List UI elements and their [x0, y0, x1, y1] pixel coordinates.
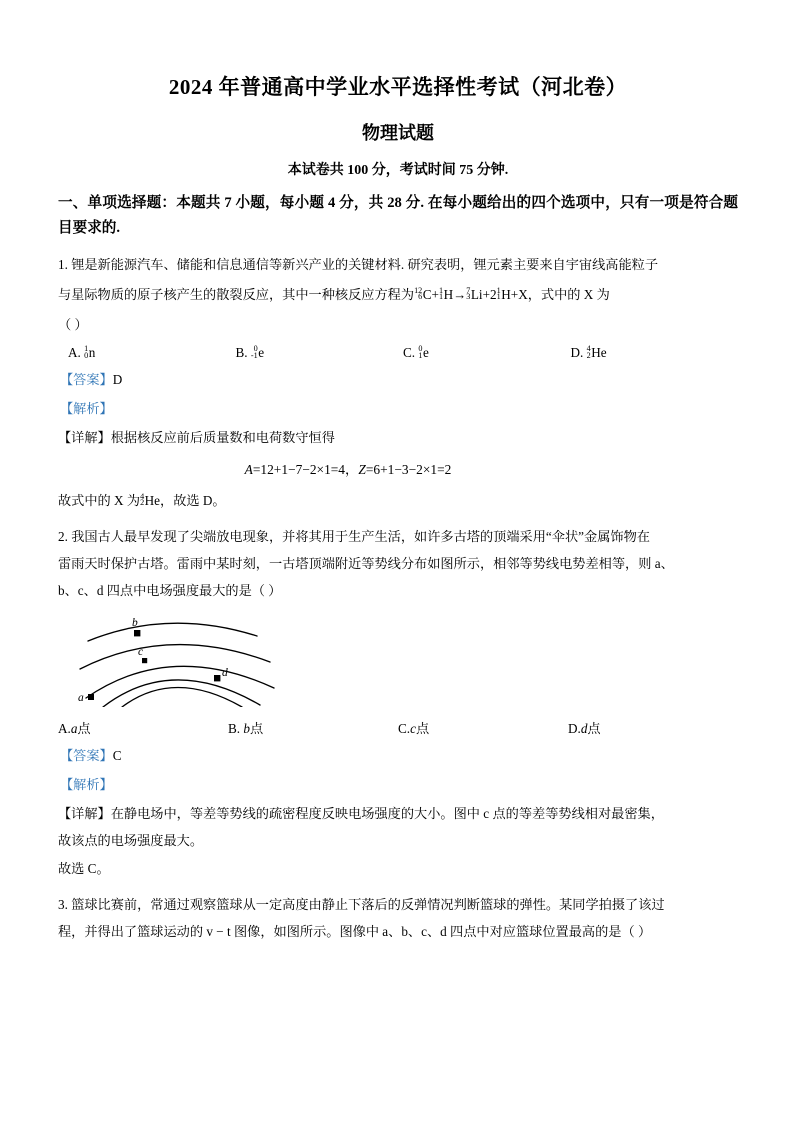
option-label: D. [568, 721, 581, 737]
question-1-option-c[interactable] [403, 340, 571, 366]
nuclide-notation: 1 0 [84, 344, 89, 360]
variable-A: A [244, 462, 253, 478]
question-1-stem-tail: ，式中的 X 为 [527, 286, 610, 302]
equipotential-arc-1 [88, 623, 257, 641]
question-3 [58, 891, 738, 945]
question-1-stem-text: 锂是新能源汽车、储能和信息通信等新兴产业的关键材料. 研究表明，锂元素主要来自宇宙线高能粒子 [71, 257, 659, 273]
formula-Z-expression: =6+1−3−2×1=2 [365, 462, 452, 478]
question-1-option-b[interactable] [236, 340, 404, 366]
question-1-stem-lead: 与星际物质的原子核产生的散裂反应，其中一种核反应方程为 [58, 286, 415, 302]
option-variable: d [580, 721, 588, 737]
question-2-number: 2. [58, 528, 68, 544]
option-label: A. [68, 344, 81, 360]
detail-tag: 【详解】 [58, 429, 111, 445]
question-2-option-a[interactable] [58, 716, 228, 742]
point-label-c: c [138, 646, 144, 659]
question-3-stem-text: 篮球比赛前，常通过观察篮球从一定高度由静止下落后的反弹情况判断篮球的弹性。某同学拍摄了该过 [71, 897, 665, 913]
question-2-stem-text: 我国古人最早发现了尖端放电现象，并将其用于生产生活，如许多古塔的顶端采用“伞状”金属饰物在 [71, 528, 650, 544]
question-3-stem-line-1 [58, 891, 738, 918]
nuclide-notation: 4 2 [586, 344, 591, 360]
question-1-detail [58, 424, 738, 451]
question-2-options [58, 716, 738, 742]
option-label: B. [235, 344, 248, 360]
question-1-stem-line-1 [58, 251, 738, 278]
variable-Z: Z [358, 462, 366, 478]
point-label-b: b [132, 617, 138, 630]
nuclide-notation: 0 -1 [250, 344, 258, 360]
question-1-stem-line-2 [58, 279, 738, 311]
option-variable: a [70, 721, 78, 737]
document-subtitle: 物理试题 [362, 122, 434, 143]
conclusion-tail: ，故选 D。 [160, 492, 226, 508]
question-2-option-b[interactable] [228, 716, 398, 742]
equipotential-arc-3 [86, 666, 274, 698]
detail-text: 在静电场中，等差等势线的疏密程度反映电场强度的大小。图中 c 点的等差等势线相对最密集， [110, 806, 664, 822]
nuclide-notation: 0 1 [418, 344, 423, 360]
conclusion-lead: 故式中的 X 为 [58, 492, 141, 508]
question-3-stem-line-2: 程，并得出了篮球运动的 v − t 图像，如图所示。图像中 a、b、c、d 四点中对应篮球位置最高的是（ ） [58, 924, 652, 940]
option-unit: 点 [415, 721, 430, 737]
element-symbol: He [144, 492, 161, 508]
element-symbol: He [591, 344, 607, 360]
question-1-answer-blank: （ ） [58, 316, 88, 332]
option-label: C. [403, 344, 416, 360]
question-1-options [58, 340, 738, 366]
question-3-number: 3. [58, 897, 68, 913]
detail-text: 根据核反应前后质量数和电荷数守恒得 [110, 429, 335, 445]
question-2-answer [58, 742, 738, 771]
question-2-stem-line-2: 雷雨天时保护古塔。雷雨中某时刻，一古塔顶端附近等势线分布如图所示，相邻等势线电势差相等，则 a、 [58, 555, 674, 571]
question-2-option-c[interactable] [398, 716, 568, 742]
question-2-detail-line-2: 故该点的电场强度最大。 [58, 833, 204, 849]
option-unit: 点 [249, 721, 264, 737]
nuclear-reaction-equation: 12 6 C+ 1 1 H→ 7 3 Li+2 1 1 H+X [414, 285, 528, 302]
question-1-number: 1. [58, 257, 68, 273]
option-variable: b [243, 721, 250, 737]
option-label: B. [228, 721, 241, 737]
section-instruction: 一、单项选择题：本题共 7 小题，每小题 4 分，共 28 分. 在每小题给出的四个选项中，只有一项是符合题目要求的. [58, 194, 738, 237]
question-1-answer [58, 366, 738, 395]
question-2-detail-line-3: 故选 C。 [58, 860, 110, 876]
page-title: 2024 年普通高中学业水平选择性考试（河北卷） [168, 75, 628, 99]
option-unit: 点 [587, 721, 601, 737]
question-2-stem-line-1 [58, 523, 738, 550]
option-label: D. [570, 344, 584, 360]
point-label-a: a [78, 692, 84, 705]
analysis-tag: 【解析】 [60, 777, 113, 793]
nuclide-notation: 4 2 [140, 491, 145, 508]
answer-tag: 【答案】 [60, 748, 113, 764]
detail-tag: 【详解】 [58, 806, 111, 822]
exam-info-note: 本试卷共 100 分，考试时间 75 分钟. [287, 162, 509, 178]
question-2-option-d[interactable] [568, 716, 738, 742]
question-1-option-d[interactable] [571, 340, 739, 366]
analysis-tag: 【解析】 [60, 401, 113, 417]
answer-value: C [112, 748, 122, 764]
point-label-d: d [222, 667, 228, 680]
element-symbol: e [258, 344, 265, 360]
point-b-marker [134, 630, 140, 636]
point-a-marker [88, 694, 94, 700]
equipotential-arc-5 [122, 688, 242, 708]
question-1 [58, 251, 738, 513]
point-d-marker [214, 675, 220, 681]
question-1-option-a[interactable] [58, 340, 236, 366]
question-1-analysis-tag [58, 395, 738, 424]
formula-A-expression: =12+1−7−2×1=4， [252, 462, 359, 478]
equipotential-arc-2 [80, 645, 270, 669]
question-2-analysis-tag [58, 771, 738, 800]
question-2-stem-line-3: b、c、d 四点中电场强度最大的是（ ） [58, 583, 282, 598]
equipotential-lines-diagram [58, 612, 738, 712]
option-variable: c [410, 721, 416, 737]
answer-tag: 【答案】 [60, 372, 113, 388]
option-label: C. [398, 721, 411, 737]
question-1-conclusion [58, 487, 738, 514]
equipotential-figure-svg [74, 612, 324, 707]
option-label: A. [58, 721, 71, 737]
question-2 [58, 523, 738, 883]
answer-value: D [112, 372, 123, 388]
question-2-detail-line-1 [58, 800, 738, 827]
element-symbol: n [88, 344, 96, 360]
point-c-marker [142, 658, 147, 663]
option-unit: 点 [77, 721, 91, 737]
element-symbol: e [422, 344, 429, 360]
question-1-formula [58, 455, 738, 484]
